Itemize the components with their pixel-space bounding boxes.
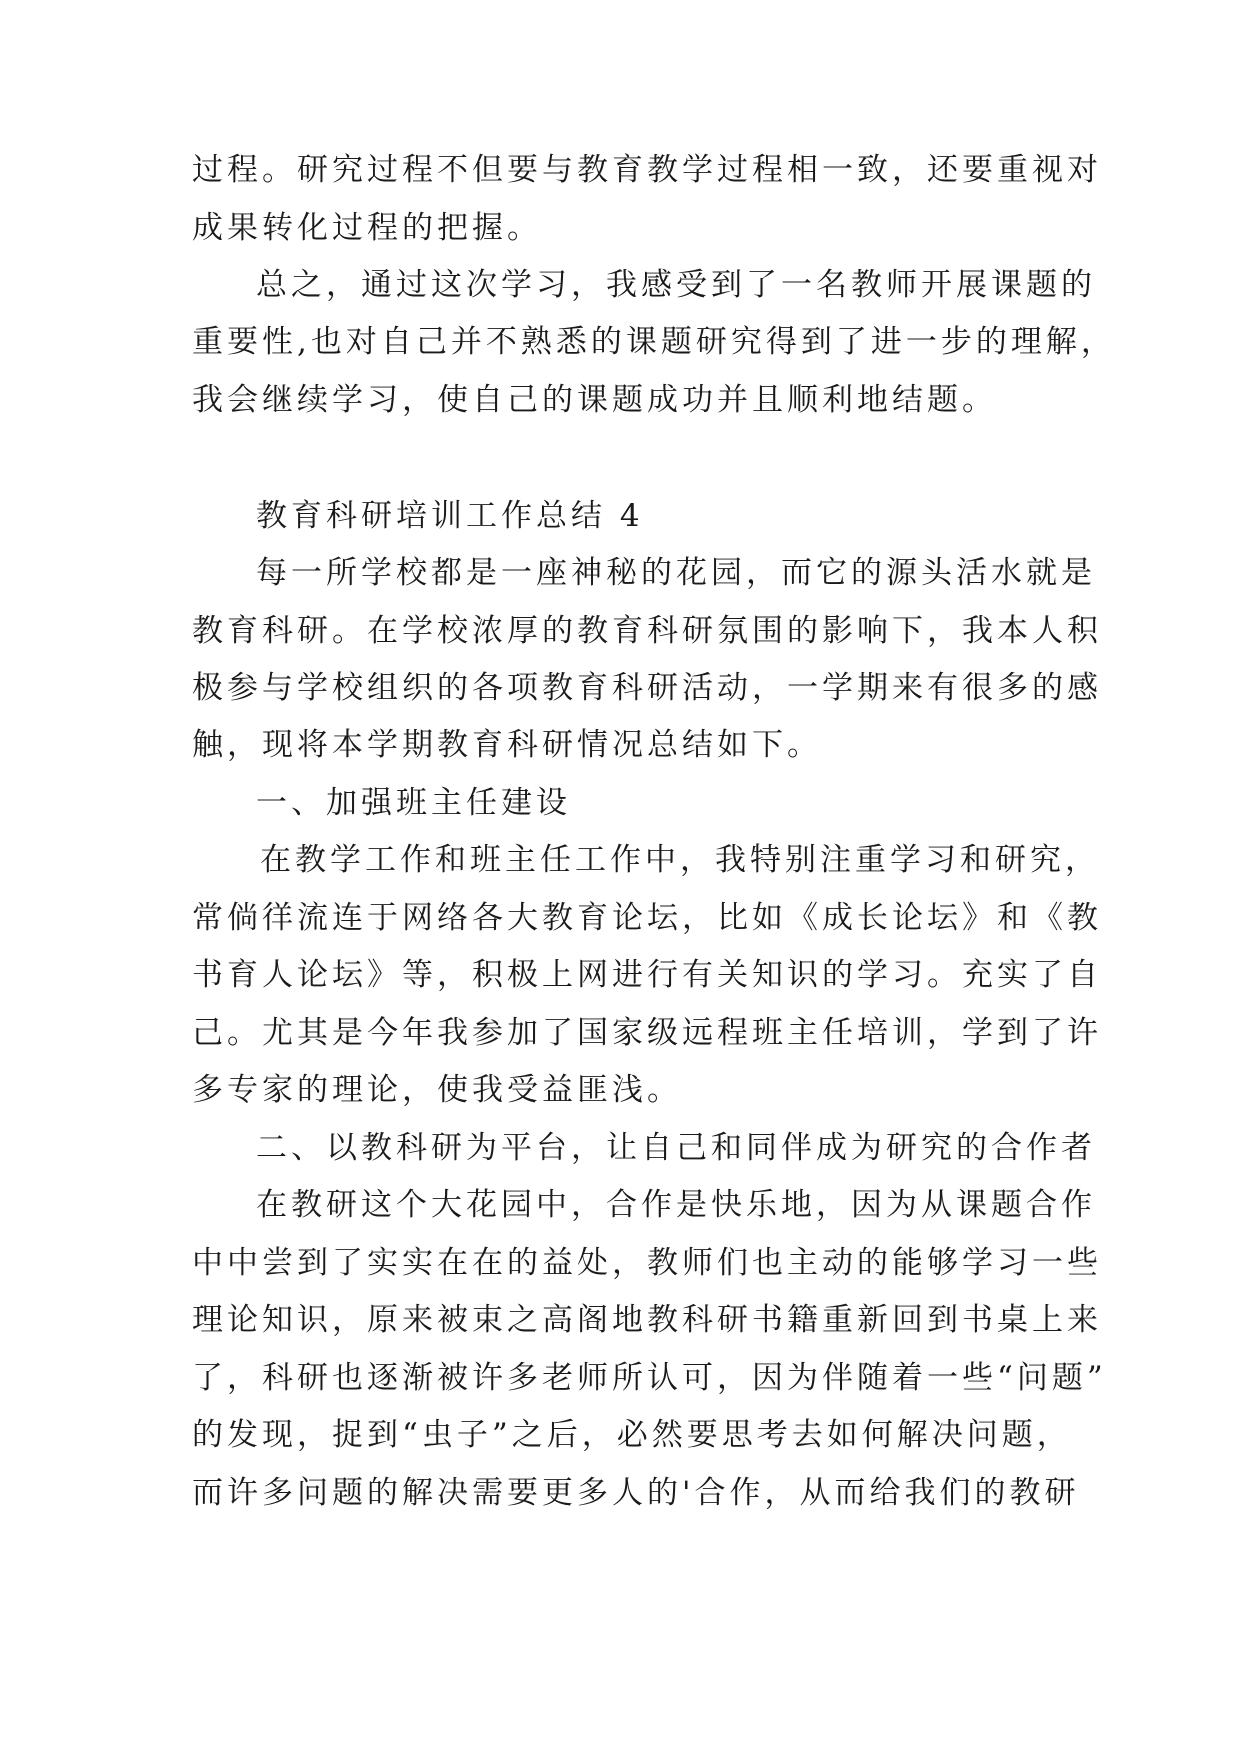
paragraph-line: 在教学工作和班主任工作中，我特别注重学习和研究， xyxy=(260,842,1100,878)
paragraph-line: 总之，通过这次学习，我感受到了一名教师开展课题的 xyxy=(256,267,1096,303)
paragraph-line: 中中尝到了实实在在的益处，教师们也主动的能够学习一些 xyxy=(192,1245,1102,1281)
paragraph-line: 教育科研。在学校浓厚的教育科研氛围的影响下，我本人积 xyxy=(192,613,1102,649)
paragraph-line: 常倘徉流连于网络各大教育论坛，比如《成长论坛》和《教 xyxy=(192,900,1102,936)
paragraph-line: 了，科研也逐渐被许多老师所认可，因为伴随着一些“问题” xyxy=(192,1360,1107,1396)
paragraph-line: 书育人论坛》等，积极上网进行有关知识的学习。充实了自 xyxy=(192,957,1102,993)
paragraph-line: 重要性,也对自己并不熟悉的课题研究得到了进一步的理解， xyxy=(192,324,1116,360)
paragraph-line: 我会继续学习，使自己的课题成功并且顺利地结题。 xyxy=(192,382,997,418)
section-title: 教育科研培训工作总结 4 xyxy=(256,498,644,534)
paragraph-line: 极参与学校组织的各项教育科研活动，一学期来有很多的感 xyxy=(192,670,1102,706)
paragraph-line: 而许多问题的解决需要更多人的'合作，从而给我们的教研 xyxy=(192,1475,1080,1511)
paragraph-line: 过程。研究过程不但要与教育教学过程相一致，还要重视对 xyxy=(192,152,1102,188)
subheading: 二、以教科研为平台，让自己和同伴成为研究的合作者 xyxy=(256,1130,1096,1166)
paragraph-line: 每一所学校都是一座神秘的花园，而它的源头活水就是 xyxy=(256,555,1096,591)
paragraph-line: 己。尤其是今年我参加了国家级远程班主任培训，学到了许 xyxy=(192,1015,1102,1051)
subheading: 一、加强班主任建设 xyxy=(256,785,571,821)
paragraph-line: 多专家的理论，使我受益匪浅。 xyxy=(192,1072,682,1108)
paragraph-line: 成果转化过程的把握。 xyxy=(192,210,542,246)
paragraph-line: 理论知识，原来被束之高阁地教科研书籍重新回到书桌上来 xyxy=(192,1302,1102,1338)
paragraph-line: 在教研这个大花园中，合作是快乐地，因为从课题合作 xyxy=(256,1187,1096,1223)
paragraph-line: 的发现，捉到“虫子”之后，必然要思考去如何解决问题， xyxy=(192,1417,1072,1453)
paragraph-line: 触，现将本学期教育科研情况总结如下。 xyxy=(192,727,822,763)
